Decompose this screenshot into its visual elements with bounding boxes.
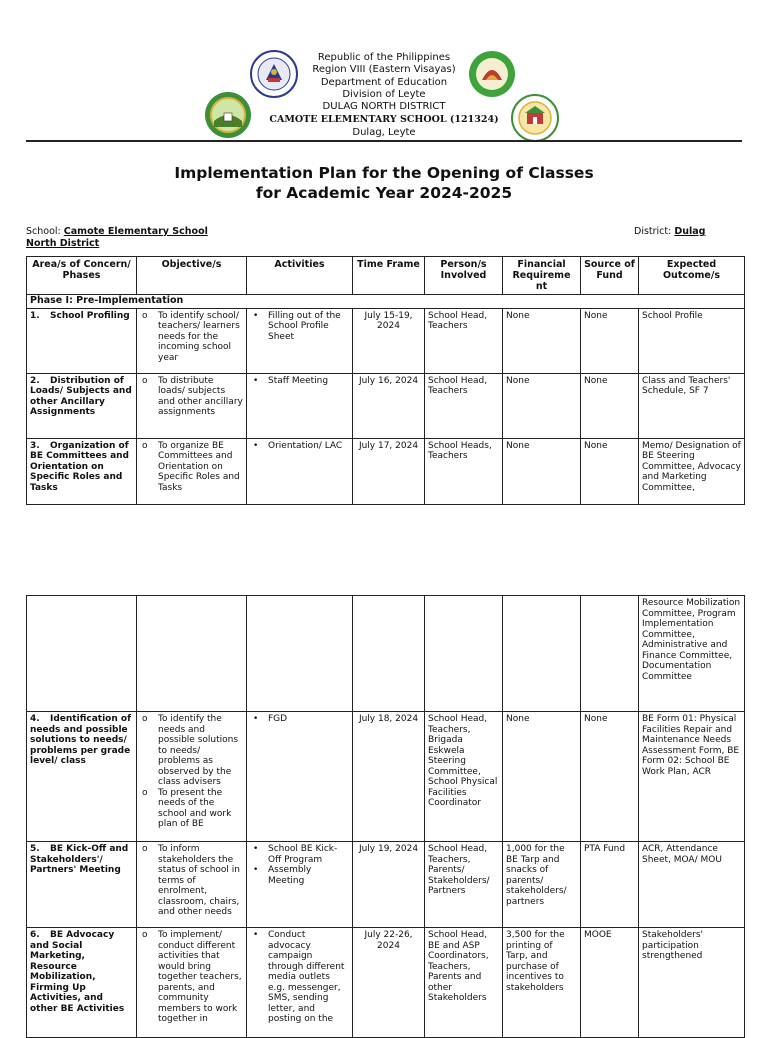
fund-cell: None	[581, 308, 639, 373]
objectives-cell: o To distribute loads/ subjects and other ancillary assignments	[137, 373, 247, 438]
outcome-cell: Resource Mobilization Committee, Program Implementation Committee, Administrative and Finance Committee, Documentation Committee	[639, 596, 745, 712]
activities-cell: • Conduct advocacy campaign through different media outlets e.g. messenger, SMS, sending letter, and posting on the	[247, 928, 353, 1038]
district-value: Dulag	[674, 226, 706, 237]
financial-cell: None	[503, 438, 581, 504]
time-cell: July 16, 2024	[353, 373, 425, 438]
school-name-line: CAMOTE ELEMENTARY SCHOOL (121324)	[269, 114, 499, 125]
fund-cell	[581, 596, 639, 712]
col-header-outcome: Expected Outcome/s	[639, 257, 745, 295]
fund-cell: None	[581, 438, 639, 504]
activities-cell: • Orientation/ LAC	[247, 438, 353, 504]
persons-cell: School Heads, Teachers	[425, 438, 503, 504]
financial-cell: 3,500 for the printing of Tarp, and purchase of incentives to stakeholders	[503, 928, 581, 1038]
area-cell: 5. BE Kick-Off and Stakeholders'/ Partners' Meeting	[27, 842, 137, 928]
area-cell: 3. Organization of BE Committees and Orientation on Specific Roles and Tasks	[27, 438, 137, 504]
table-header-row	[27, 257, 745, 295]
objectives-cell	[137, 596, 247, 712]
plan-table-page-2	[26, 595, 745, 1038]
town-line: Dulag, Leyte	[352, 127, 416, 138]
header-line-3: Department of Education	[320, 77, 448, 88]
objectives-cell: o To identify the needs and possible solutions to needs/ problems as observed by the class advisers o To present the needs of the school and work plan of BE	[137, 712, 247, 842]
area-cell: 6. BE Advocacy and Social Marketing, Resource Mobilization, Firming Up Activities, and other BE Activities	[27, 928, 137, 1038]
fund-cell: None	[581, 712, 639, 842]
school-label: School:	[26, 226, 61, 237]
col-header-objectives: Objective/s	[137, 257, 247, 295]
table-row	[27, 712, 745, 842]
activities-cell: • Staff Meeting	[247, 373, 353, 438]
persons-cell: School Head, Teachers, Brigada Eskwela Steering Committee, School Physical Facilities Coordinator	[425, 712, 503, 842]
outcome-cell: BE Form 01: Physical Facilities Repair and Maintenance Needs Assessment Form, BE Form 02: School BE Work Plan, ACR	[639, 712, 745, 842]
objectives-cell: o To identify school/ teachers/ learners needs for the incoming school year	[137, 308, 247, 373]
area-cell: 1. School Profiling	[27, 308, 137, 373]
activities-cell: • School BE Kick-Off Program • Assembly Meeting	[247, 842, 353, 928]
persons-cell: School Head, BE and ASP Coordinators, Teachers, Parents and other Stakeholders	[425, 928, 503, 1038]
header-line-5: DULAG NORTH DISTRICT	[322, 101, 446, 112]
table-row-continued	[27, 596, 745, 712]
persons-cell: School Head, Teachers, Parents/ Stakeholders/ Partners	[425, 842, 503, 928]
outcome-cell: Stakeholders' participation strengthened	[639, 928, 745, 1038]
financial-cell: None	[503, 373, 581, 438]
time-cell: July 18, 2024	[353, 712, 425, 842]
col-header-financial: Financial Requireme nt	[503, 257, 581, 295]
persons-cell: School Head, Teachers	[425, 373, 503, 438]
financial-cell: None	[503, 308, 581, 373]
col-header-activities: Activities	[247, 257, 353, 295]
document-title-line-1: Implementation Plan for the Opening of Classes	[174, 164, 594, 182]
header-line-2: Region VIII (Eastern Visayas)	[312, 64, 456, 75]
fund-cell: MOOE	[581, 928, 639, 1038]
outcome-cell: School Profile	[639, 308, 745, 373]
school-field	[26, 226, 286, 250]
table-row	[27, 308, 745, 373]
col-header-area: Area/s of Concern/ Phases	[27, 257, 137, 295]
table-row	[27, 373, 745, 438]
outcome-cell: Class and Teachers' Schedule, SF 7	[639, 373, 745, 438]
activities-cell	[247, 596, 353, 712]
fund-cell: PTA Fund	[581, 842, 639, 928]
header-divider	[26, 140, 742, 142]
table-row	[27, 842, 745, 928]
col-header-persons: Person/s Involved	[425, 257, 503, 295]
header-line-4: Division of Leyte	[342, 89, 426, 100]
objectives-cell: o To inform stakeholders the status of school in terms of enrolment, classroom, chairs, and other needs	[137, 842, 247, 928]
fund-cell: None	[581, 373, 639, 438]
time-cell: July 22-26, 2024	[353, 928, 425, 1038]
col-header-time: Time Frame	[353, 257, 425, 295]
area-cell	[27, 596, 137, 712]
persons-cell	[425, 596, 503, 712]
financial-cell: None	[503, 712, 581, 842]
district-label: District:	[634, 226, 672, 237]
objectives-cell: o To organize BE Committees and Orientation on Specific Roles and Tasks	[137, 438, 247, 504]
persons-cell: School Head, Teachers	[425, 308, 503, 373]
table-row	[27, 438, 745, 504]
area-cell: 4. Identification of needs and possible solutions to needs/ problems per grade level/ class	[27, 712, 137, 842]
activities-cell: • FGD	[247, 712, 353, 842]
phase-row	[27, 295, 745, 309]
area-cell: 2. Distribution of Loads/ Subjects and other Ancillary Assignments	[27, 373, 137, 438]
outcome-cell: ACR, Attendance Sheet, MOA/ MOU	[639, 842, 745, 928]
time-cell: July 15-19, 2024	[353, 308, 425, 373]
district-field	[634, 226, 705, 238]
time-cell: July 19, 2024	[353, 842, 425, 928]
school-value-cont: North District	[26, 238, 100, 249]
activities-cell: • Filling out of the School Profile Sheet	[247, 308, 353, 373]
phase-label: Phase I: Pre-Implementation	[27, 295, 745, 309]
table-row	[27, 928, 745, 1038]
header-line-1: Republic of the Philippines	[317, 52, 451, 63]
objectives-cell: o To implement/ conduct different activities that would bring together teachers, parents, and community members to work together in	[137, 928, 247, 1038]
school-value: Camote Elementary School	[63, 226, 208, 237]
financial-cell	[503, 596, 581, 712]
col-header-fund: Source of Fund	[581, 257, 639, 295]
plan-table-page-1	[26, 256, 745, 505]
financial-cell: 1,000 for the BE Tarp and snacks of parents/ stakeholders/ partners	[503, 842, 581, 928]
outcome-cell: Memo/ Designation of BE Steering Committee, Advocacy and Marketing Committee,	[639, 438, 745, 504]
time-cell: July 17, 2024	[353, 438, 425, 504]
time-cell	[353, 596, 425, 712]
document-title-line-2: for Academic Year 2024-2025	[255, 184, 513, 202]
